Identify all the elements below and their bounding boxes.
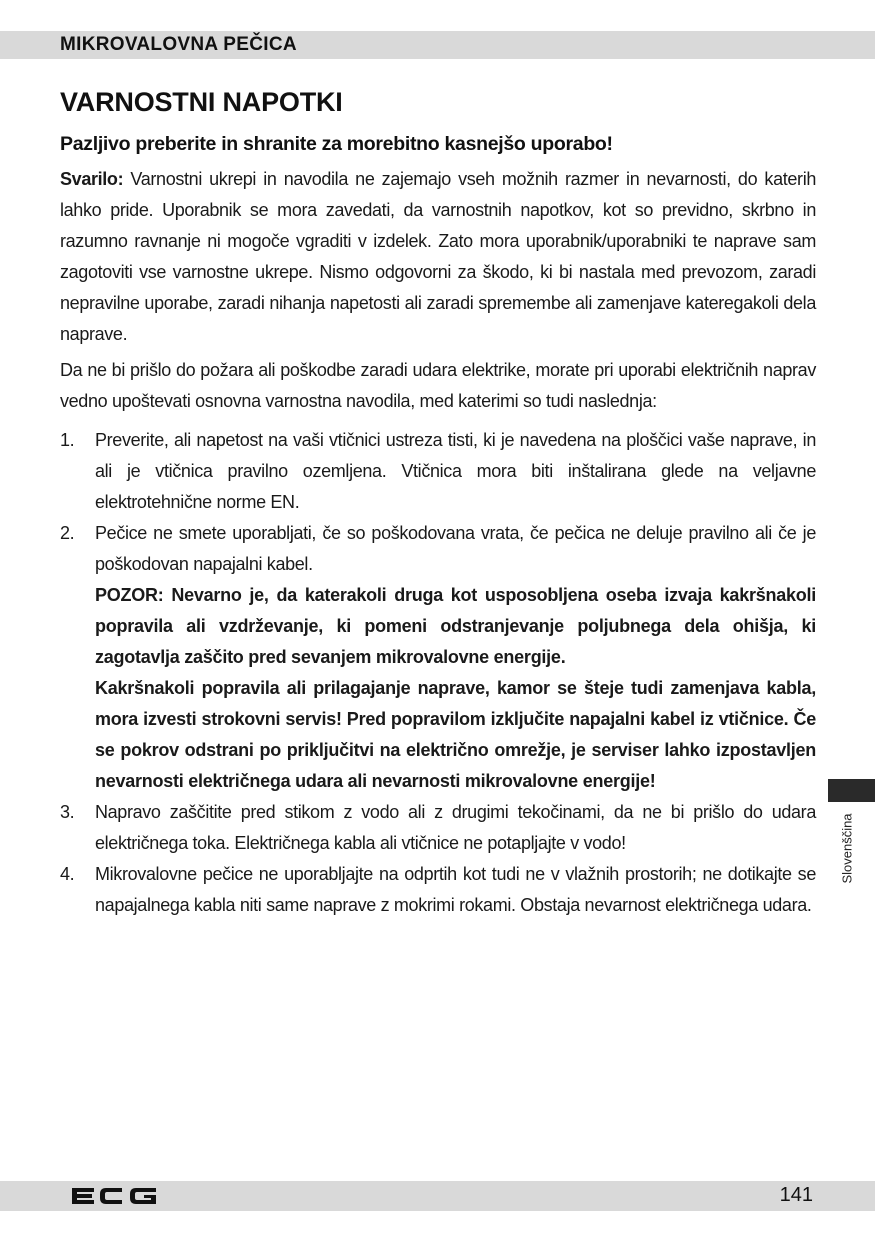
list-item-number: 2. <box>60 523 75 543</box>
list-item-number: 3. <box>60 802 75 822</box>
warning-text: Varnostni ukrepi in navodila ne zajemajo vseh možnih razmer in nevarnosti, do katerih lahko pride. Uporabnik se mora zavedati, da varnostnih napotkov, kot so previdno, skrbno in razumno ravnanje ni mogoče vgraditi v izdelek. Zato mora uporabnik/uporabniki te naprave sam zagotoviti vse varnostne ukrepe. Nismo odgovorni za škodo, ki bi nastala med prevozom, zaradi nepravilne uporabe, zaradi nihanja napetosti ali zaradi spremembe ali zamenjave kateregakoli dela naprave. <box>60 169 816 344</box>
language-tab-marker <box>828 779 875 802</box>
service-warning-text: Kakršnakoli popravila ali prilagajanje naprave, kamor se šteje tudi zamenjava kabla, mora izvesti strokovni servis! Pred popravilom izključite napajalni kabel iz vtičnice. Če se pokrov odstrani po priključitvi na električno omrežje, je serviser lahko izpostavljen nevarnosti električnega udara ali nevarnosti mikrovalovne energije! <box>95 678 816 791</box>
header-title: MIKROVALOVNA PEČICA <box>60 34 297 55</box>
safety-list <box>60 425 816 921</box>
list-item <box>60 859 816 921</box>
list-item-text: Mikrovalovne pečice ne uporabljajte na odprtih kot tudi ne v vlažnih prostorih; ne dotikajte se napajalnega kabla niti same naprave z mokrimi rokami. Obstaja nevarnost električnega udara. <box>95 864 816 915</box>
warning-lead: Svarilo: <box>60 169 124 189</box>
warning-paragraph <box>60 164 816 350</box>
language-label: Slovenščina <box>839 812 855 884</box>
list-item-text: Napravo zaščitite pred stikom z vodo ali z drugimi tekočinami, da ne bi prišlo do udara električnega toka. Električnega kabla ali vtičnice ne potapljajte v vodo! <box>95 802 816 853</box>
list-item <box>60 518 816 797</box>
list-item-number: 4. <box>60 864 75 884</box>
list-item <box>60 425 816 518</box>
page-number: 141 <box>779 1184 813 1206</box>
list-item-text: Pečice ne smete uporabljati, če so poškodovana vrata, če pečica ne deluje pravilno ali če je poškodovan napajalni kabel. <box>95 523 816 574</box>
page-title: VARNOSTNI NAPOTKI <box>60 87 343 117</box>
caution-text: POZOR: Nevarno je, da katerakoli druga kot usposobljena oseba izvaja kakršnakoli popravila ali vzdrževanje, ki pomeni odstranjevanje poljubnega dela ohišja, ki zagotavlja zaščito pred sevanjem mikrovalovne energije. <box>95 585 816 667</box>
main-content <box>60 84 816 921</box>
language-side-label <box>835 804 859 892</box>
list-item-text: Preverite, ali napetost na vaši vtičnici ustreza tisti, ki je navedena na ploščici vaše naprave, in ali je vtičnica pravilno ozemljena. Vtičnica mora biti inštalirana glede na veljavne elektrotehnične norme EN. <box>95 430 816 512</box>
page-subtitle: Pazljivo preberite in shranite za morebitno kasnejšo uporabo! <box>60 133 613 155</box>
intro-paragraph: Da ne bi prišlo do požara ali poškodbe zaradi udara elektrike, morate pri uporabi električnih naprav vedno upoštevati osnovna varnostna navodila, med katerimi so tudi naslednja: <box>60 360 816 411</box>
brand-logo <box>70 1185 160 1207</box>
list-item <box>60 797 816 859</box>
list-item-number: 1. <box>60 430 75 450</box>
